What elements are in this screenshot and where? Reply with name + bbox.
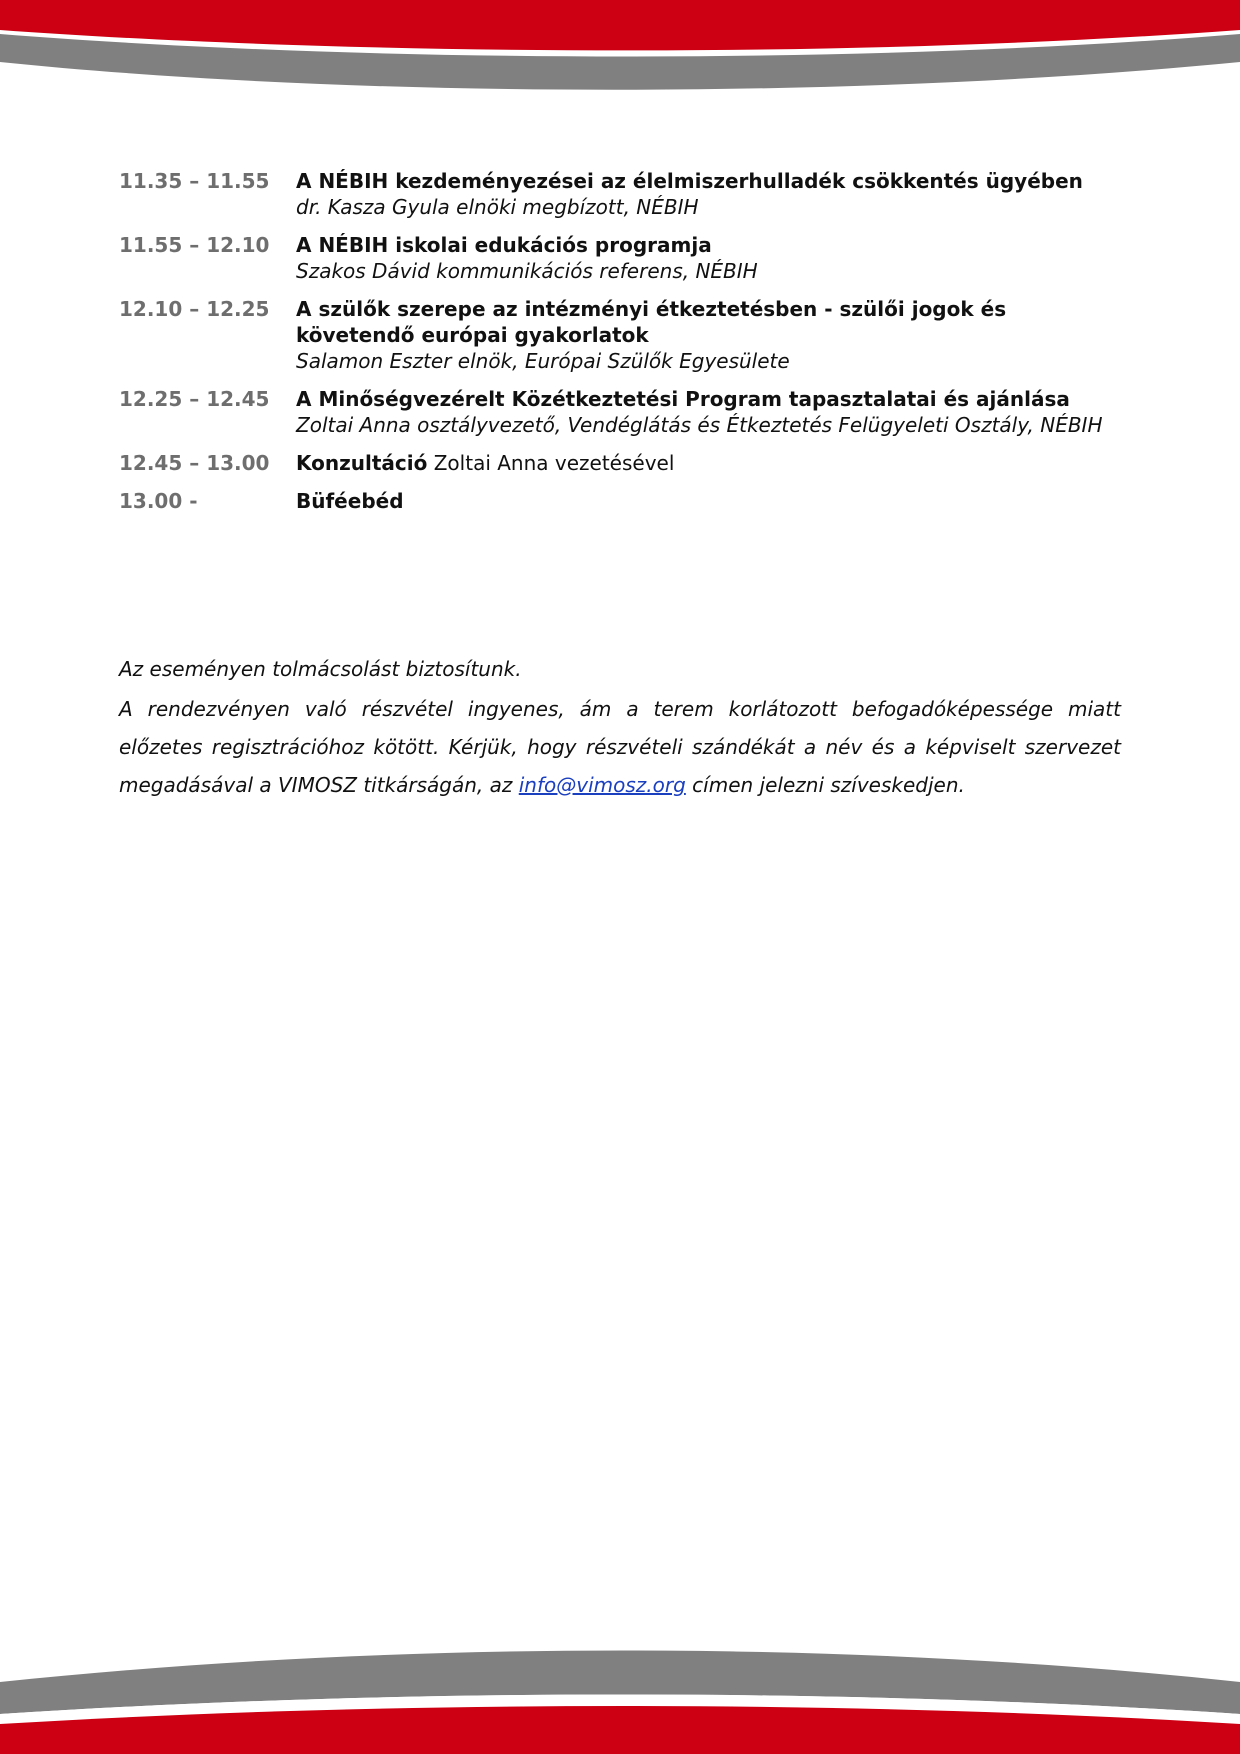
agenda-title: A szülők szerepe az intézményi étkeztetésben - szülői jogok és követendő európai gyakorlatok [296, 297, 1007, 347]
agenda-item [119, 296, 1121, 374]
agenda-time: 12.45 – 13.00 [119, 451, 270, 475]
header-decoration [0, 0, 1240, 110]
agenda-title: A NÉBIH kezdeményezései az élelmiszerhulladék csökkentés ügyében [296, 169, 1083, 193]
agenda-time: 12.10 – 12.25 [119, 297, 270, 321]
registration-note [119, 690, 1121, 804]
event-notes [119, 650, 1121, 806]
agenda-speaker: Salamon Eszter elnök, Európai Szülők Egyesülete [296, 349, 790, 373]
agenda-time: 12.25 – 12.45 [119, 387, 270, 411]
agenda-list [119, 168, 1121, 526]
agenda-content [296, 386, 1121, 438]
registration-text-before: A rendezvényen való részvétel ingyenes, ám a terem korlátozott befogadóképessége miatt előzetes regisztrációhoz kötött. Kérjük, hogy részvételi szándékát a név és a képviselt szervezet megadásával a VIMOSZ titkárságán, az [119, 697, 1121, 797]
agenda-time: 11.55 – 12.10 [119, 233, 270, 257]
registration-text-after: címen jelezni szíveskedjen. [692, 773, 965, 797]
agenda-title: Konzultáció [296, 451, 428, 475]
agenda-time: 13.00 - [119, 489, 198, 513]
agenda-content [296, 488, 1121, 514]
agenda-speaker: Szakos Dávid kommunikációs referens, NÉBIH [296, 259, 758, 283]
agenda-content [296, 168, 1121, 220]
agenda-content [296, 450, 1121, 476]
agenda-item [119, 232, 1121, 284]
agenda-title: A NÉBIH iskolai edukációs programja [296, 233, 712, 257]
footer-decoration [0, 1640, 1240, 1754]
interpreting-note: Az eseményen tolmácsolást biztosítunk. [119, 657, 522, 681]
agenda-item [119, 488, 1121, 514]
agenda-speaker: dr. Kasza Gyula elnöki megbízott, NÉBIH [296, 195, 699, 219]
agenda-speaker: Zoltai Anna osztályvezető, Vendéglátás és Étkeztetés Felügyeleti Osztály, NÉBIH [296, 413, 1103, 437]
agenda-time: 11.35 – 11.55 [119, 169, 270, 193]
agenda-item [119, 168, 1121, 220]
agenda-title: Büféebéd [296, 489, 404, 513]
email-link[interactable]: info@vimosz.org [518, 773, 686, 797]
agenda-note: Zoltai Anna vezetésével [433, 451, 675, 475]
agenda-content [296, 296, 1121, 374]
agenda-content [296, 232, 1121, 284]
agenda-item [119, 386, 1121, 438]
agenda-item [119, 450, 1121, 476]
agenda-title: A Minőségvezérelt Közétkeztetési Program tapasztalatai és ajánlása [296, 387, 1070, 411]
